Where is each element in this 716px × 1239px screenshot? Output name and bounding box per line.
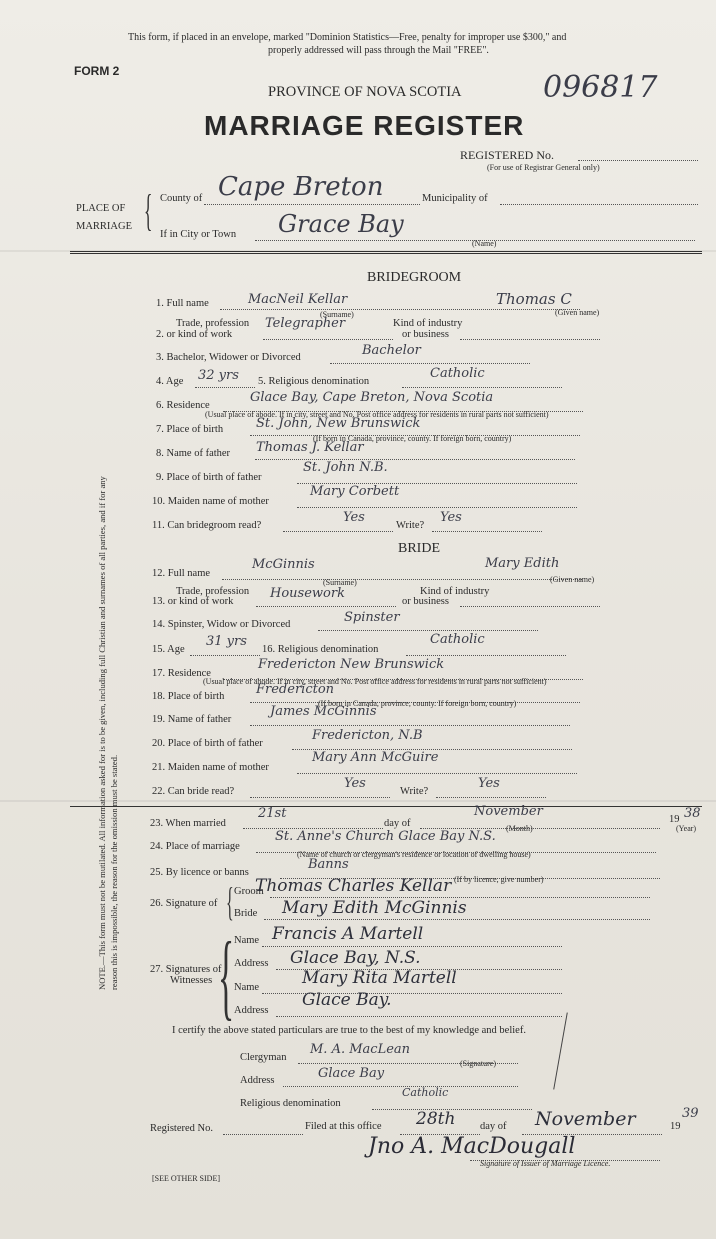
bride-birthplace: Fredericton	[256, 682, 335, 697]
field-line	[283, 1086, 518, 1087]
form-number: FORM 2	[74, 64, 120, 78]
field-label: 10. Maiden name of mother	[152, 496, 269, 507]
groom-birthplace: St. John, New Brunswick	[256, 416, 421, 431]
registrar-note: (For use of Registrar General only)	[487, 163, 600, 172]
place-section-label: PLACE OF	[76, 203, 126, 214]
groom-mother: Mary Corbett	[310, 484, 400, 499]
county-line	[204, 204, 420, 205]
brace: {	[218, 922, 235, 1029]
groom-father: Thomas J. Kellar	[256, 440, 364, 455]
field-label: or business	[402, 596, 449, 607]
city-value: Grace Bay	[278, 210, 404, 238]
field-label: 24. Place of marriage	[150, 841, 240, 852]
field-label: 27. Signatures of	[150, 964, 222, 975]
field-line	[222, 579, 582, 580]
field-label: 15. Age	[152, 644, 185, 655]
field-label: 25. By licence or banns	[150, 867, 249, 878]
filed-day: 28th	[416, 1109, 456, 1129]
birthplace-hint: (If born in Canada, province, county. If foreign born, country)	[318, 699, 517, 708]
brace: {	[226, 879, 234, 924]
municipality-label: Municipality of	[422, 193, 488, 204]
field-label: Witnesses	[170, 975, 213, 986]
given-hint: (Given name)	[555, 308, 600, 317]
field-label: Address	[234, 958, 269, 969]
field-label: 20. Place of birth of father	[152, 738, 263, 749]
issuer-hint: Signature of Issuer of Marriage Licence.	[480, 1159, 611, 1168]
field-label: Kind of industry	[393, 318, 463, 329]
page-title: MARRIAGE REGISTER	[204, 110, 525, 141]
location-hint: (Name of church or clergyman's residence or location of dwelling house)	[297, 850, 531, 859]
field-label: Address	[234, 1005, 269, 1016]
bride-given-name: Mary Edith	[485, 556, 560, 571]
field-label: 19. Name of father	[152, 714, 232, 725]
field-line	[276, 1016, 562, 1017]
groom-given-name: Thomas C	[496, 290, 572, 308]
licence-hint: (If by licence, give number)	[454, 875, 544, 884]
field-label: 16. Religious denomination	[262, 644, 379, 655]
bride-heading: BRIDE	[398, 541, 440, 556]
city-label: If in City or Town	[160, 229, 237, 240]
bride-marital-status: Spinster	[344, 610, 400, 625]
witness-1-name: Francis A Martell	[272, 924, 424, 944]
field-label: 18. Place of birth	[152, 691, 225, 702]
bride-father-birthplace: Fredericton, N.B	[312, 728, 423, 743]
field-label: Trade, profession	[176, 318, 250, 329]
certification-statement: I certify the above stated particulars are true to the best of my knowledge and belief.	[172, 1025, 526, 1036]
field-label: or business	[402, 329, 449, 340]
field-label: 3. Bachelor, Widower or Divorced	[156, 352, 301, 363]
field-line	[436, 797, 546, 798]
field-label: 4. Age	[156, 376, 184, 387]
field-line	[190, 655, 260, 656]
registered-no-label: REGISTERED No.	[460, 148, 554, 162]
filed-year: 39	[682, 1106, 699, 1121]
field-line	[402, 387, 562, 388]
field-label: 19	[669, 814, 680, 825]
bride-age: 31 yrs	[206, 634, 247, 649]
field-label: Name	[234, 935, 260, 946]
field-line	[262, 946, 562, 947]
field-line	[460, 606, 600, 607]
place-section-label-2: MARRIAGE	[76, 221, 133, 232]
see-other-side: [SEE OTHER SIDE]	[152, 1174, 220, 1183]
field-line	[330, 363, 530, 364]
marriage-month: November	[474, 804, 543, 819]
bride-signature: Mary Edith McGinnis	[282, 898, 467, 918]
surname-hint: (Surname)	[323, 578, 357, 587]
field-line	[318, 630, 538, 631]
residence-hint: (Usual place of abode. If in city, street and No. Post office address for residents in rural parts not sufficient)	[205, 410, 549, 419]
field-label: 11. Can bridegroom read?	[152, 520, 262, 531]
field-line	[460, 339, 600, 340]
field-label: Trade, profession	[176, 586, 250, 597]
given-hint: (Given name)	[550, 575, 595, 584]
bride-residence: Fredericton New Brunswick	[258, 657, 445, 672]
province-heading: PROVINCE OF NOVA SCOTIA	[268, 84, 462, 100]
clergyman-denomination: Catholic	[402, 1086, 449, 1099]
field-line	[263, 339, 393, 340]
field-label: 12. Full name	[152, 568, 211, 579]
clergyman-signature: M. A. MacLean	[310, 1042, 411, 1057]
issuer-signature: Jno A. MacDougall	[368, 1134, 576, 1159]
field-label: 2. or kind of work	[156, 329, 233, 340]
groom-marital-status: Bachelor	[362, 343, 421, 358]
postage-notice: This form, if placed in an envelope, marked "Dominion Statistics—Free, penalty for improper use $300," and	[128, 32, 567, 43]
field-label: 26. Signature of	[150, 898, 218, 909]
brace: {	[144, 186, 153, 235]
marriage-day: 21st	[258, 806, 287, 821]
side-note: NOTE.—This form must not be mutilated. All information asked for is to be given, including full Christian and surnames of all parties, and if for any reason this is impossible, the reason for the omission must be stated.	[97, 476, 119, 990]
divider	[70, 251, 702, 254]
surname-hint: (Surname)	[320, 310, 354, 319]
bride-mother: Mary Ann McGuire	[312, 750, 439, 765]
field-label: Religious denomination	[240, 1098, 341, 1109]
field-line	[250, 725, 570, 726]
field-label: 7. Place of birth	[156, 424, 224, 435]
divider	[70, 806, 702, 807]
residence-hint: (Usual place of abode. If in city, street and No. Post office address for residents in rural parts not sufficient)	[203, 677, 547, 686]
county-label: County of	[160, 193, 203, 204]
groom-signature: Thomas Charles Kellar	[255, 876, 452, 896]
field-label: 6. Residence	[156, 400, 210, 411]
field-line	[220, 309, 580, 310]
month-hint: (Month)	[506, 824, 533, 833]
filed-month: November	[535, 1108, 636, 1130]
year-hint: (Year)	[676, 824, 697, 833]
field-line	[432, 531, 542, 532]
field-label: Kind of industry	[420, 586, 490, 597]
licence-or-banns: Banns	[308, 857, 349, 872]
signature-stroke	[553, 1013, 568, 1090]
field-label: day of	[480, 1121, 507, 1132]
field-label: 8. Name of father	[156, 448, 231, 459]
field-label: Groom	[234, 886, 264, 897]
field-label: 14. Spinster, Widow or Divorced	[152, 619, 291, 630]
field-line	[250, 797, 390, 798]
groom-occupation: Telegrapher	[265, 316, 346, 331]
marriage-location: St. Anne's Church Glace Bay N.S.	[275, 829, 496, 844]
field-label: Bride	[234, 908, 258, 919]
birthplace-hint: (If born in Canada, province, county. If foreign born, country)	[313, 434, 512, 443]
municipality-line	[500, 204, 698, 205]
marriage-year: 38	[684, 806, 701, 821]
field-line	[195, 387, 255, 388]
bride-father: James McGinnis	[270, 704, 377, 719]
bride-occupation: Housework	[270, 586, 345, 601]
field-label: Write?	[396, 520, 425, 531]
field-label: 21. Maiden name of mother	[152, 762, 269, 773]
field-label: 9. Place of birth of father	[156, 472, 262, 483]
field-label: 5. Religious denomination	[258, 376, 370, 387]
field-label: 1. Full name	[156, 298, 209, 309]
groom-can-read: Yes	[343, 510, 365, 525]
field-label: Registered No.	[150, 1123, 213, 1134]
field-label: Name	[234, 982, 260, 993]
field-label: Filed at this office	[305, 1121, 382, 1132]
county-value: Cape Breton	[218, 172, 384, 202]
field-label: 19	[670, 1121, 681, 1132]
field-label: 17. Residence	[152, 668, 211, 679]
field-label: Write?	[400, 786, 429, 797]
field-label: 13. or kind of work	[152, 596, 234, 607]
field-label: Clergyman	[240, 1052, 287, 1063]
groom-can-write: Yes	[440, 510, 462, 525]
serial-number-handwritten: 096817	[543, 70, 658, 105]
field-label: day of	[384, 818, 411, 829]
field-line	[283, 531, 393, 532]
groom-age: 32 yrs	[198, 368, 239, 383]
bride-can-read: Yes	[344, 776, 366, 791]
groom-residence: Glace Bay, Cape Breton, Nova Scotia	[250, 390, 494, 405]
bridegroom-heading: BRIDEGROOM	[367, 270, 462, 285]
field-line	[297, 773, 577, 774]
field-line	[256, 606, 396, 607]
name-hint: (Name)	[472, 239, 497, 248]
bride-can-write: Yes	[478, 776, 500, 791]
field-line	[264, 919, 650, 920]
registered-no-line	[578, 160, 698, 161]
field-line	[223, 1134, 303, 1135]
field-line	[406, 655, 566, 656]
signature-hint: (Signature)	[460, 1059, 496, 1068]
bride-religion: Catholic	[430, 632, 485, 647]
witness-1-address: Glace Bay, N.S.	[290, 948, 421, 968]
bride-surname: McGinnis	[252, 557, 315, 572]
field-label: Address	[240, 1075, 275, 1086]
field-label: 22. Can bride read?	[152, 786, 235, 797]
witness-2-name: Mary Rita Martell	[302, 968, 457, 988]
postage-notice-2: properly addressed will pass through the Mail "FREE".	[268, 45, 489, 56]
field-line	[297, 507, 577, 508]
witness-2-address: Glace Bay.	[302, 990, 392, 1010]
groom-surname: MacNeil Kellar	[248, 292, 348, 307]
groom-religion: Catholic	[430, 366, 485, 381]
groom-father-birthplace: St. John N.B.	[303, 460, 388, 475]
field-label: 23. When married	[150, 818, 226, 829]
clergyman-address: Glace Bay	[318, 1066, 385, 1081]
